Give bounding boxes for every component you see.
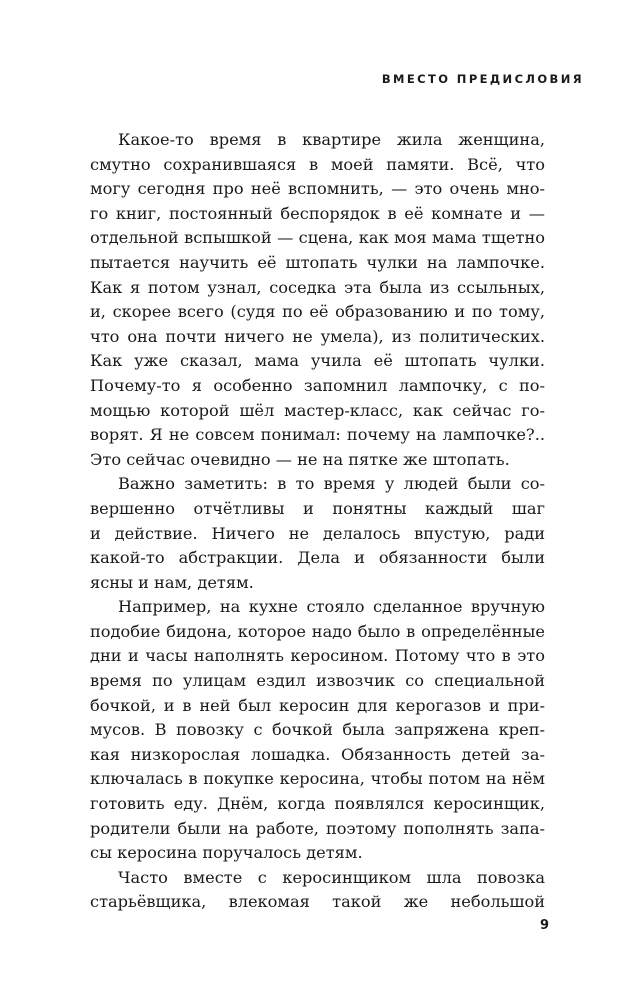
text-line: могу сегодня про неё вспомнить, — это очень мно- (90, 179, 545, 199)
page-number: 9 (539, 918, 549, 933)
text-line: Важно заметить: в то время у людей были со- (118, 474, 545, 494)
text-line: время по улицам ездил извозчик со специальной (90, 671, 545, 691)
text-line: Как уже сказал, мама учила её штопать чулки. (90, 351, 545, 371)
text-line: вершенно отчётливы и понятны каждый шаг (90, 498, 545, 518)
text-line: ворят. Я не совсем понимал: почему на лампочке?.. (90, 425, 545, 445)
text-line: кая низкорослая лошадка. Обязанность детей за- (90, 744, 545, 764)
text-line: Это сейчас очевидно — не на пятке же штопать. (90, 449, 510, 469)
text-line: Как я потом узнал, соседка эта была из ссыльных, (90, 277, 545, 297)
text-line: и, скорее всего (судя по её образованию и по тому, (90, 302, 545, 322)
text-line: что она почти ничего не умела), из политических. (90, 326, 545, 346)
body-text (90, 128, 545, 915)
text-line: готовить еду. Днём, когда появлялся керосинщик, (90, 794, 545, 814)
text-line: мощью которой шёл мастер-класс, как сейчас го- (90, 400, 545, 420)
text-line: дни и часы наполнять керосином. Потому что в это (90, 646, 545, 666)
text-line: ясны и нам, детям. (90, 572, 254, 592)
text-line: Часто вместе с керосинщиком шла повозка (118, 867, 545, 887)
text-line: отдельной вспышкой — сцена, как моя мама тщетно (90, 228, 545, 248)
text-line: какой-то абстракции. Дела и обязанности были (90, 548, 545, 568)
text-line: Например, на кухне стояло сделанное вручную (118, 597, 545, 617)
text-line: го книг, постоянный беспорядок в её комнате и — (90, 203, 545, 223)
running-header: ВМЕСТО ПРЕДИСЛОВИЯ (381, 72, 584, 86)
text-line: старьёвщика, влекомая такой же небольшой (90, 892, 545, 912)
text-line: бочкой, и в ней был керосин для керогазов и при- (90, 695, 545, 715)
text-line: смутно сохранившаяся в моей памяти. Всё, что (90, 154, 545, 174)
text-line: и действие. Ничего не делалось впустую, ради (90, 523, 545, 543)
text-line: подобие бидона, которое надо было в определённые (90, 621, 545, 641)
text-line: ключалась в покупке керосина, чтобы потом на нём (90, 769, 545, 789)
text-line: Почему-то я особенно запомнил лампочку, с по- (90, 375, 545, 395)
text-line: сы керосина поручалось детям. (90, 843, 363, 863)
text-line: пытается научить её штопать чулки на лампочке. (90, 252, 545, 272)
text-line: Какое-то время в квартире жила женщина, (118, 130, 545, 149)
text-line: родители были на работе, поэтому пополнять запа- (90, 818, 545, 838)
text-line: мусов. В повозку с бочкой была запряжена креп- (90, 720, 545, 740)
